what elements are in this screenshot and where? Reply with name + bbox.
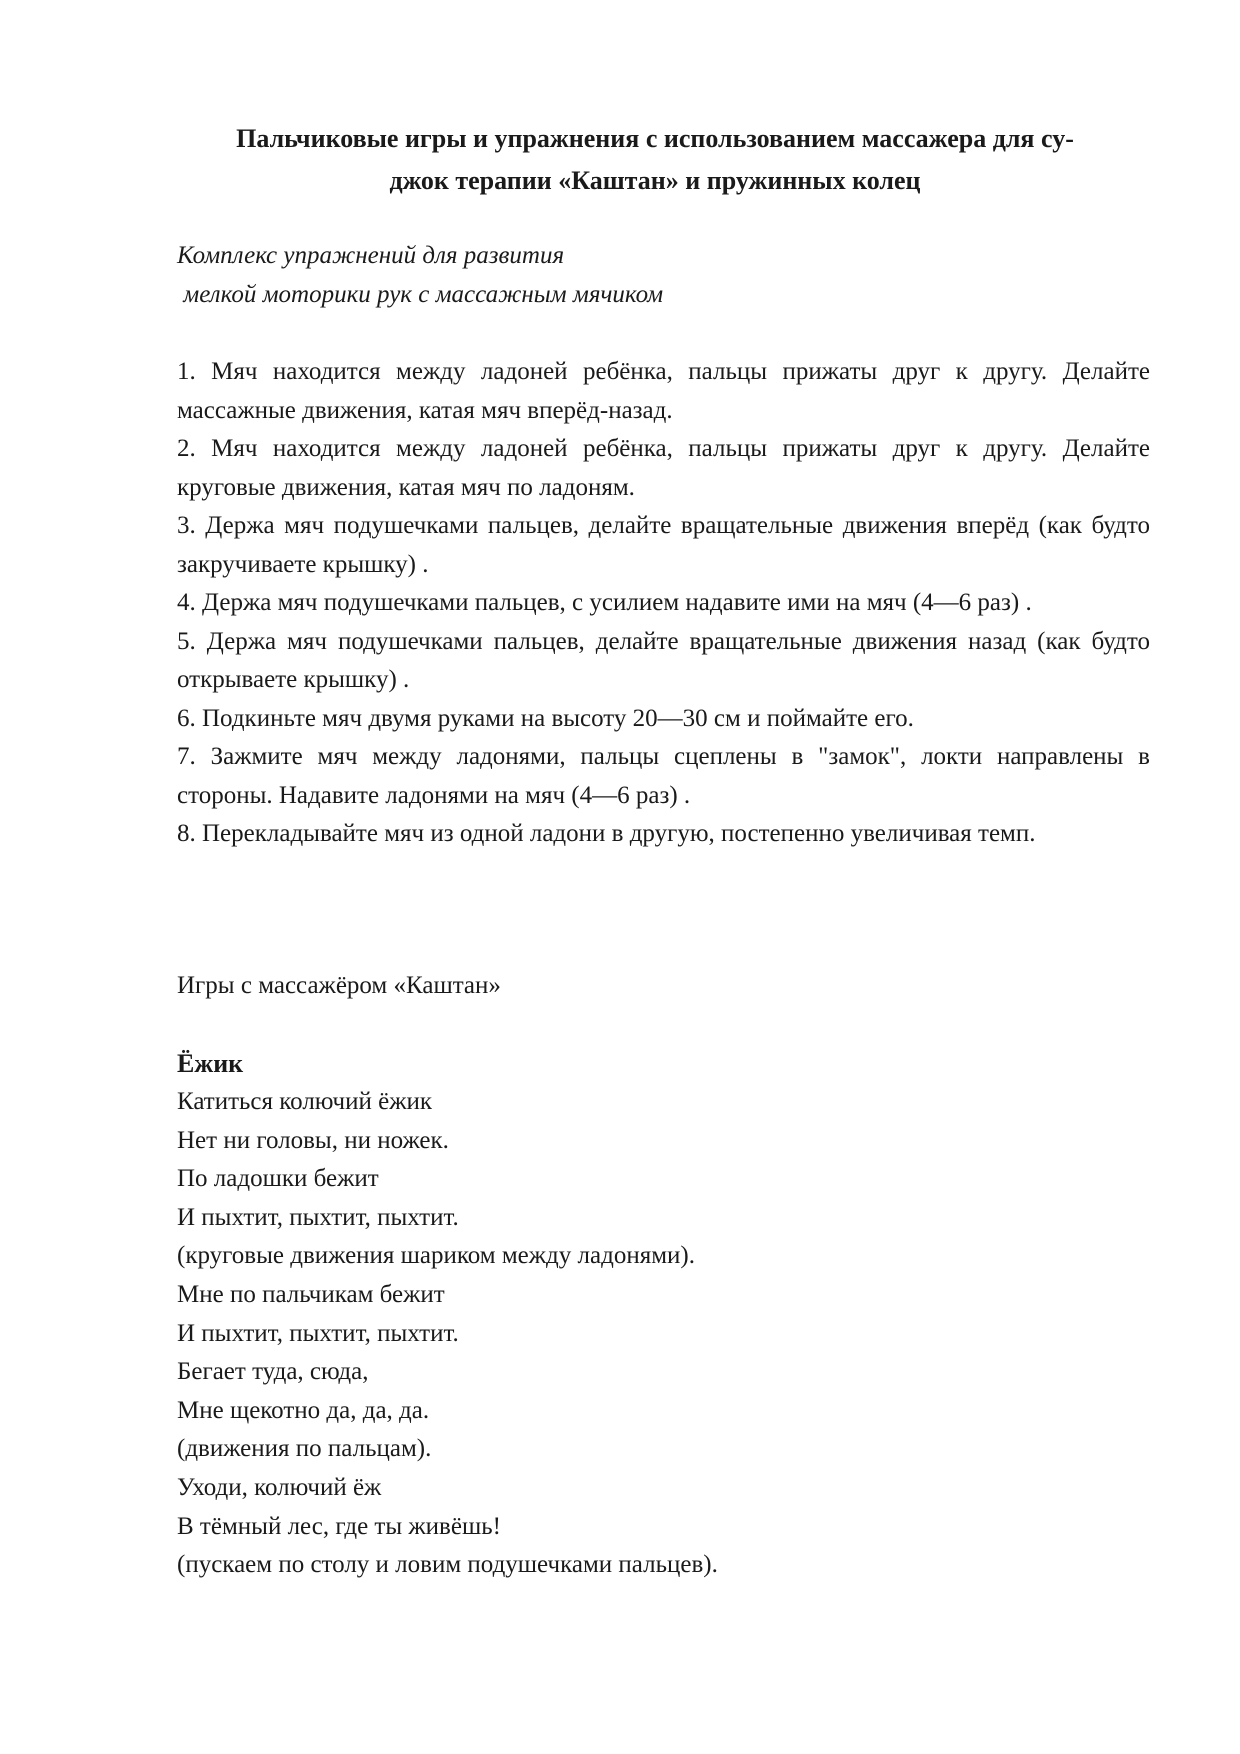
poem-line: По ладошки бежит — [177, 1165, 379, 1193]
exercise-item: 3. Держа мяч подушечками пальцев, делайте вращательные движения вперёд (как будто закручиваете крышку) . — [177, 512, 1150, 578]
exercise-item: 8. Перекладывайте мяч из одной ладони в другую, постепенно увеличивая темп. — [177, 820, 1036, 847]
exercise-item: 5. Держа мяч подушечками пальцев, делайте вращательные движения назад (как будто открываете крышку) . — [177, 627, 1150, 693]
poem-line: Катиться колючий ёжик — [177, 1088, 432, 1115]
poem-line: Уходи, колючий ёж — [177, 1473, 382, 1501]
poem-line: И пыхтит, пыхтит, пыхтит. — [177, 1203, 459, 1231]
poem-line: Мне щекотно да, да, да. — [177, 1396, 430, 1424]
poem-text — [177, 1083, 718, 1585]
subtitle-line: мелкой моторики рук с массажным мячиком — [177, 281, 664, 308]
exercise-item: 2. Мяч находится между ладоней ребёнка, пальцы прижаты друг к другу. Делайте круговые движения, катая мяч по ладоням. — [177, 435, 1150, 501]
exercise-item: 4. Держа мяч подушечками пальцев, с усилием надавите ими на мяч (4—6 раз) . — [177, 589, 1032, 616]
exercise-item: 1. Мяч находится между ладоней ребёнка, пальцы прижаты друг к другу. Делайте массажные движения, катая мяч вперёд-назад. — [177, 358, 1150, 424]
poem-instruction: (пускаем по столу и ловим подушечками пальцев). — [177, 1551, 718, 1579]
poem-title: Ёжик — [177, 1049, 244, 1078]
games-section-heading: Игры с массажёром «Каштан» — [177, 972, 501, 999]
poem-line: В тёмный лес, где ты живёшь! — [177, 1512, 501, 1540]
exercise-item: 6. Подкиньте мяч двумя руками на высоту 20—30 см и поймайте его. — [177, 704, 914, 732]
poem-line: И пыхтит, пыхтит, пыхтит. — [177, 1319, 459, 1347]
subtitle-line: Комплекс упражнений для развития — [177, 242, 565, 269]
poem-line: Мне по пальчикам бежит — [177, 1280, 445, 1308]
exercise-list — [177, 353, 1150, 854]
exercise-complex-subtitle — [177, 236, 1077, 314]
poem-instruction: (круговые движения шариком между ладонями). — [177, 1242, 695, 1270]
document-title — [180, 118, 1130, 202]
poem-line: Нет ни головы, ни ножек. — [177, 1126, 449, 1154]
exercise-item: 7. Зажмите мяч между ладонями, пальцы сцеплены в "замок", локти направлены в стороны. Надавите ладонями на мяч (4—6 раз) . — [177, 743, 1150, 809]
poem-line: Бегает туда, сюда, — [177, 1358, 369, 1386]
poem-instruction: (движения по пальцам). — [177, 1435, 432, 1463]
title-line: джок терапии «Каштан» и пружинных колец — [389, 166, 921, 195]
title-line: Пальчиковые игры и упражнения с использованием массажера для су- — [236, 124, 1074, 153]
